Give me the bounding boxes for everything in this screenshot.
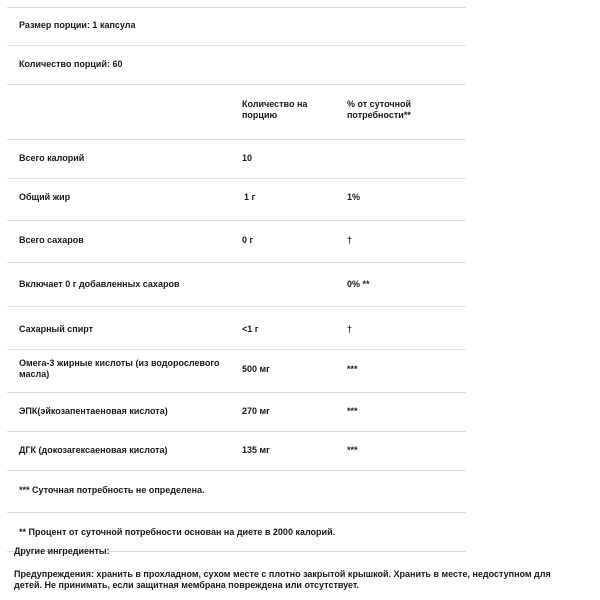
amount-column-header: Количество на порцию: [242, 99, 308, 120]
supplement-facts-table: [7, 0, 466, 552]
nutrient-daily-value: ***: [347, 406, 358, 416]
footnote-not-established: *** Суточная потребность не определена.: [19, 485, 205, 495]
servings-row: [7, 46, 466, 85]
nutrient-name: ЭПК(эйкозапентаеновая кислота): [19, 406, 168, 416]
daily-value-column-header: % от суточной потребности**: [347, 99, 412, 120]
nutrient-name: Всего сахаров: [19, 235, 84, 245]
serving-size: Размер порции: 1 капсула: [19, 20, 136, 30]
footnote-daily-value-basis: ** Процент от суточной потребности основан на диете в 2000 калорий.: [19, 527, 336, 537]
nutrient-daily-value: 1%: [347, 192, 361, 202]
nutrient-row: [7, 393, 466, 432]
nutrient-amount: <1 г: [242, 324, 259, 334]
nutrient-row: [7, 221, 466, 263]
nutrient-daily-value: ***: [347, 445, 358, 455]
nutrient-amount: 1 г: [244, 192, 256, 202]
nutrient-name: Общий жир: [19, 192, 71, 202]
serving-size-row: [7, 8, 466, 46]
nutrient-row: [7, 307, 466, 350]
servings-count: Количество порций: 60: [19, 59, 123, 69]
nutrient-name: Омега-3 жирные кислоты (из водорослевого масла): [19, 358, 220, 379]
nutrient-name: Сахарный спирт: [19, 324, 94, 334]
nutrient-daily-value: †: [347, 324, 353, 334]
nutrient-row: [7, 350, 466, 393]
nutrient-row: [7, 432, 466, 471]
nutrient-daily-value: †: [347, 235, 353, 245]
nutrient-daily-value: 0% **: [347, 279, 370, 289]
nutrient-row: [7, 179, 466, 221]
nutrient-amount: 500 мг: [242, 364, 270, 374]
nutrient-name: Всего калорий: [19, 153, 85, 163]
nutrient-amount: 270 мг: [242, 406, 270, 416]
other-ingredients-label: Другие ингредиенты:: [14, 546, 110, 556]
nutrient-amount: 10: [242, 153, 253, 163]
footnote-row: [7, 471, 466, 513]
nutrient-name: Включает 0 г добавленных сахаров: [19, 279, 180, 289]
nutrient-amount: 0 г: [242, 235, 254, 245]
nutrient-amount: 135 мг: [242, 445, 270, 455]
column-header-row: [7, 85, 466, 140]
top-spacer-row: [7, 0, 466, 8]
nutrient-daily-value: ***: [347, 364, 358, 374]
warnings-text: Предупреждения: хранить в прохладном, сухом месте с плотно закрытой крышкой. Хранить в месте, недоступном для детей. Не принимать, если защитная мембрана повреждена или отсутствует.: [14, 569, 551, 590]
nutrient-row: [7, 140, 466, 179]
nutrient-row: [7, 263, 466, 307]
nutrient-name: ДГК (докозагексаеновая кислота): [19, 445, 168, 455]
